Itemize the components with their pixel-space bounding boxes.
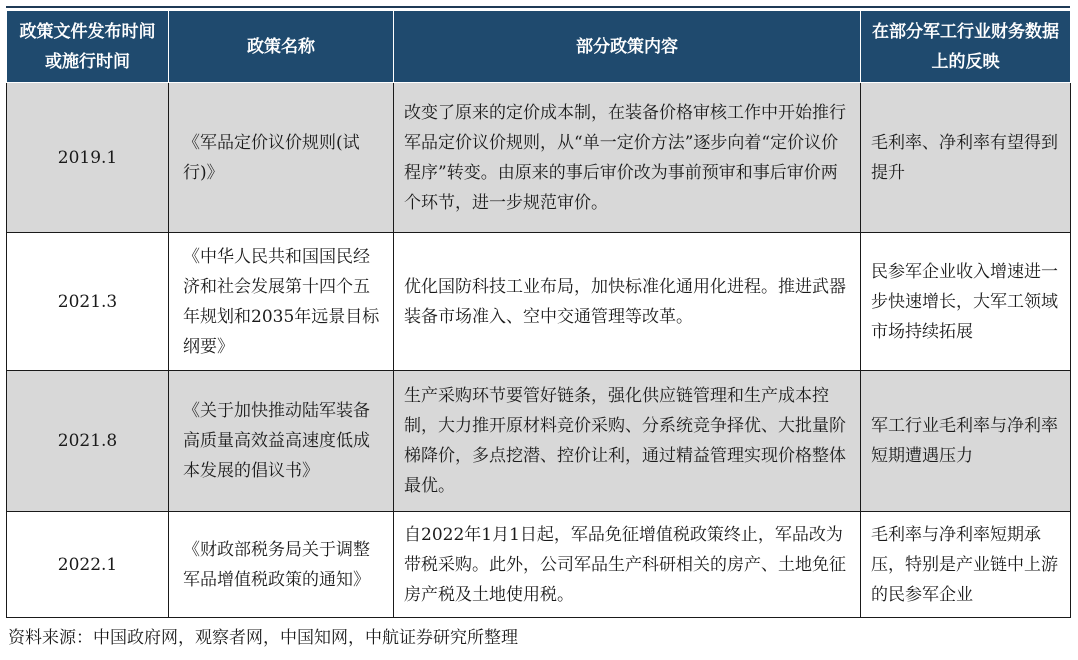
cell-financial-impact: 毛利率与净利率短期承压，特别是产业链中上游的民参军企业 (861, 512, 1071, 618)
cell-financial-impact: 军工行业毛利率与净利率短期遭遇压力 (861, 371, 1071, 512)
cell-policy-name: 《财政部税务局关于调整军品增值税政策的通知》 (169, 512, 394, 618)
header-policy-content: 部分政策内容 (394, 11, 861, 83)
cell-date: 2022.1 (7, 512, 169, 618)
table-header-row (7, 11, 1071, 83)
cell-date: 2019.1 (7, 83, 169, 233)
cell-policy-content: 优化国防科技工业布局，加快标准化通用化进程。推进武器装备市场准入、空中交通管理等改革。 (394, 233, 861, 371)
header-date: 政策文件发布时间或施行时间 (7, 11, 169, 83)
source-note: 资料来源：中国政府网，观察者网，中国知网，中航证券研究所整理 (8, 628, 518, 648)
table-row (7, 512, 1071, 618)
cell-policy-name: 《关于加快推动陆军装备高质量高效益高速度低成本发展的倡议书》 (169, 371, 394, 512)
table-row (7, 83, 1071, 233)
cell-policy-content: 改变了原来的定价成本制，在装备价格审核工作中开始推行军品定价议价规则，从“单一定价方法”逐步向着“定价议价程序”转变。由原来的事后审价改为事前预审和事后审价两个环节，进一步规范审价。 (394, 83, 861, 233)
cell-policy-name: 《中华人民共和国国民经济和社会发展第十四个五年规划和2035年远景目标纲要》 (169, 233, 394, 371)
policy-table (6, 10, 1071, 618)
cell-financial-impact: 毛利率、净利率有望得到提升 (861, 83, 1071, 233)
table-row (7, 233, 1071, 371)
table-row (7, 371, 1071, 512)
cell-policy-content: 生产采购环节要管好链条，强化供应链管理和生产成本控制，大力推开原材料竞价采购、分系统竞争择优、大批量阶梯降价，多点挖潜、控价让利，通过精益管理实现价格整体最优。 (394, 371, 861, 512)
cell-date: 2021.3 (7, 233, 169, 371)
cell-policy-content: 自2022年1月1日起，军品免征增值税政策终止，军品改为带税采购。此外，公司军品生产科研相关的房产、土地免征房产税及土地使用税。 (394, 512, 861, 618)
cell-date: 2021.8 (7, 371, 169, 512)
header-financial-impact: 在部分军工行业财务数据上的反映 (861, 11, 1071, 83)
header-policy-name: 政策名称 (169, 11, 394, 83)
cell-policy-name: 《军品定价议价规则(试行)》 (169, 83, 394, 233)
cell-financial-impact: 民参军企业收入增速进一步快速增长，大军工领域市场持续拓展 (861, 233, 1071, 371)
top-rule (6, 6, 1070, 8)
